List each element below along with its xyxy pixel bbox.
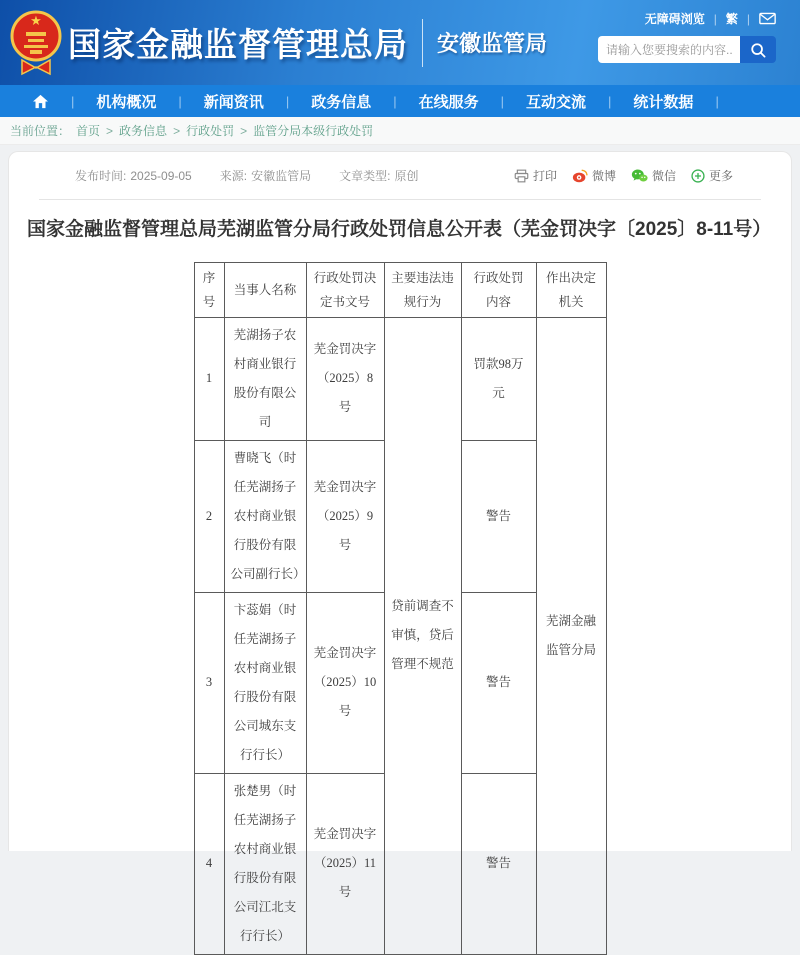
wechat-label: 微信 [651, 169, 676, 183]
top-separator: | [713, 11, 717, 26]
column-header: 行政处罚决定书文号 [306, 262, 384, 317]
nav-separator: | [715, 93, 719, 109]
article-card [8, 151, 792, 943]
article-title: 国家金融监督管理总局芜湖监管分局行政处罚信息公开表（芜金罚决字〔2025〕8-11号） [27, 219, 772, 240]
weibo-icon [572, 168, 588, 183]
article-meta [75, 167, 733, 184]
wechat-share-button[interactable] [631, 167, 676, 184]
site-title: 国家金融监督管理总局 [68, 26, 408, 63]
article-type [339, 167, 418, 184]
publish-time [75, 167, 192, 184]
wechat-icon [631, 168, 648, 183]
penalty-table-header-row [194, 262, 606, 317]
search-button[interactable] [740, 36, 776, 63]
traditional-chinese-link[interactable]: 繁 [725, 12, 738, 26]
column-header: 行政处罚内容 [461, 262, 536, 317]
printer-icon [514, 169, 529, 183]
top-separator: | [746, 11, 750, 26]
plus-circle-icon [691, 169, 705, 183]
penalty-table [194, 262, 607, 955]
serial-cell: 2 [194, 440, 224, 592]
svg-text:★: ★ [30, 13, 42, 28]
nav-menu [71, 91, 719, 112]
breadcrumb [0, 117, 800, 145]
nav-separator: | [71, 93, 75, 109]
header-right-tools [598, 10, 776, 63]
table-wrap [9, 262, 791, 955]
serial-cell: 4 [194, 773, 224, 954]
mail-link[interactable] [759, 12, 776, 25]
nav-item[interactable]: 新闻资讯 [203, 93, 264, 111]
page-body [0, 145, 800, 943]
breadcrumb-link[interactable]: 政务信息 [119, 124, 168, 138]
share-actions [514, 167, 733, 184]
doc-no-cell: 芜金罚决字（2025）9号 [306, 440, 384, 592]
article-type-value: 原创 [394, 169, 419, 183]
nav-separator: | [178, 93, 182, 109]
site-header [0, 0, 800, 85]
header-divider [422, 19, 423, 67]
nav-item[interactable]: 互动交流 [526, 93, 587, 111]
weibo-label: 微博 [591, 169, 616, 183]
violation-cell: 贷前调查不审慎，贷后管理不规范 [384, 317, 461, 954]
envelope-icon [759, 12, 776, 25]
meta-divider [39, 199, 761, 200]
breadcrumb-separator: > [173, 123, 181, 138]
print-label: 打印 [532, 169, 557, 183]
print-button[interactable] [514, 167, 557, 184]
nav-item[interactable]: 机构概况 [96, 93, 157, 111]
source [220, 167, 311, 184]
nav-separator: | [285, 93, 290, 109]
breadcrumb-separator: > [106, 123, 114, 138]
table-row [194, 317, 606, 440]
authority-cell: 芜湖金融监管分局 [536, 317, 606, 954]
source-label: 来源: [219, 169, 248, 183]
party-cell: 张楚男（时任芜湖扬子农村商业银行股份有限公司江北支行行长） [224, 773, 306, 954]
breadcrumb-separator: > [240, 123, 248, 138]
breadcrumb-items [76, 122, 373, 139]
serial-cell: 3 [194, 592, 224, 773]
article-type-label: 文章类型: [339, 169, 391, 183]
penalty-cell: 警告 [461, 773, 536, 954]
home-icon [32, 94, 49, 109]
serial-cell: 1 [194, 317, 224, 440]
nav-home-button[interactable] [32, 94, 49, 109]
doc-no-cell: 芜金罚决字（2025）11号 [306, 773, 384, 954]
more-label: 更多 [708, 169, 733, 183]
doc-no-cell: 芜金罚决字（2025）8号 [306, 317, 384, 440]
column-header: 当事人名称 [224, 262, 306, 317]
nav-item[interactable]: 统计数据 [633, 93, 694, 111]
penalty-cell: 警告 [461, 592, 536, 773]
breadcrumb-label: 当前位置： [10, 124, 71, 138]
bureau-subtitle: 安徽监管局 [437, 31, 548, 56]
main-nav [0, 85, 800, 117]
doc-no-cell: 芜金罚决字（2025）10号 [306, 592, 384, 773]
party-cell: 卞蕊娟（时任芜湖扬子农村商业银行股份有限公司城东支行行长） [224, 592, 306, 773]
national-emblem-logo [10, 8, 62, 81]
party-cell: 曹晓飞（时任芜湖扬子农村商业银行股份有限公司副行长） [224, 440, 306, 592]
publish-time-value: 2025-09-05 [130, 169, 192, 183]
more-share-button[interactable] [691, 167, 733, 184]
breadcrumb-link[interactable]: 首页 [76, 124, 101, 138]
accessibility-link[interactable]: 无障碍浏览 [644, 12, 705, 26]
column-header: 主要违法违规行为 [384, 262, 461, 317]
publish-time-label: 发布时间: [75, 169, 127, 183]
nav-separator: | [393, 93, 397, 109]
search-input[interactable] [598, 36, 740, 63]
top-utility-links [645, 10, 776, 27]
penalty-cell: 警告 [461, 440, 536, 592]
column-header: 作出决定机关 [536, 262, 606, 317]
nav-separator: | [500, 93, 505, 109]
nav-separator: | [608, 93, 612, 109]
search-box [598, 36, 776, 63]
breadcrumb-link[interactable]: 行政处罚 [186, 124, 235, 138]
nav-item[interactable]: 在线服务 [418, 93, 479, 111]
source-value: 安徽监管局 [251, 169, 312, 183]
nav-item[interactable]: 政务信息 [311, 93, 372, 111]
party-cell: 芜湖扬子农村商业银行股份有限公司 [224, 317, 306, 440]
penalty-table-body [194, 317, 606, 954]
penalty-cell: 罚款98万元 [461, 317, 536, 440]
breadcrumb-link[interactable]: 监管分局本级行政处罚 [253, 124, 374, 138]
weibo-share-button[interactable] [572, 167, 616, 184]
column-header: 序号 [194, 262, 224, 317]
search-icon [750, 42, 766, 58]
